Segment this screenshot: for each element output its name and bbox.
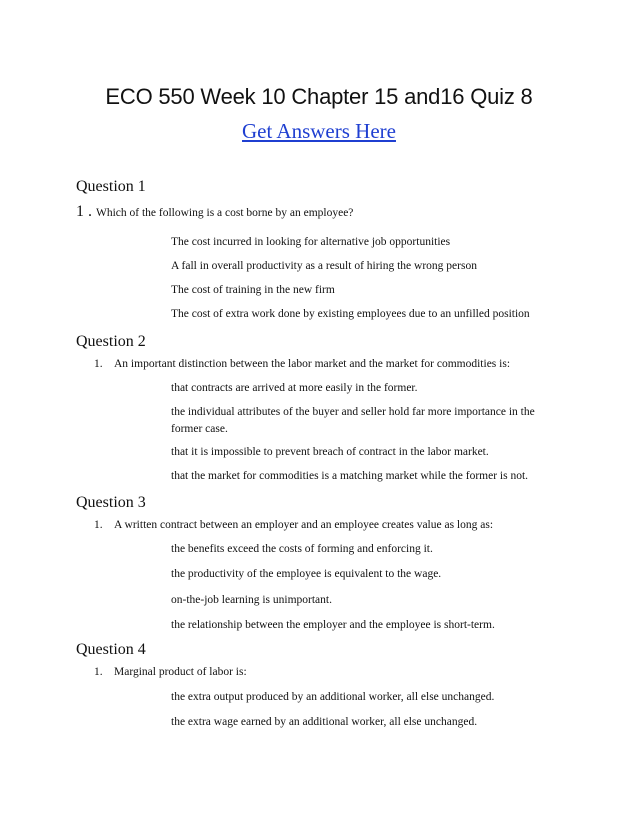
answer-option[interactable]: The cost of extra work done by existing employees due to an unfilled position <box>171 308 530 320</box>
answer-option[interactable]: that it is impossible to prevent breach of contract in the labor market. <box>171 446 489 458</box>
page-title: ECO 550 Week 10 Chapter 15 and16 Quiz 8 <box>105 84 533 109</box>
question-text: Which of the following is a cost borne by an employee? <box>96 207 354 219</box>
question-heading: Question 1 <box>76 178 146 195</box>
question-number: 1 . <box>76 203 92 220</box>
question-number: 1. <box>94 519 103 531</box>
question-text: An important distinction between the labor market and the market for commodities is: <box>114 358 511 370</box>
answer-option[interactable]: on-the-job learning is unimportant. <box>171 594 332 606</box>
answer-option[interactable]: the extra wage earned by an additional worker, all else unchanged. <box>171 716 478 728</box>
answer-option[interactable]: The cost of training in the new firm <box>171 284 335 296</box>
question-text: A written contract between an employer and an employee creates value as long as: <box>114 519 494 531</box>
question-text: Marginal product of labor is: <box>114 666 247 678</box>
answer-option[interactable]: the relationship between the employer and the employee is short-term. <box>171 619 495 631</box>
question-number: 1. <box>94 358 103 370</box>
question-number: 1. <box>94 666 103 678</box>
answer-option[interactable]: the productivity of the employee is equivalent to the wage. <box>171 568 442 580</box>
answer-option[interactable]: The cost incurred in looking for alternative job opportunities <box>171 236 451 248</box>
question-heading: Question 4 <box>76 641 146 658</box>
question-heading: Question 2 <box>76 333 146 350</box>
answer-option[interactable]: the extra output produced by an additional worker, all else unchanged. <box>171 691 495 703</box>
answer-option[interactable]: the benefits exceed the costs of forming and enforcing it. <box>171 543 433 555</box>
question-heading: Question 3 <box>76 494 146 511</box>
answer-option[interactable]: A fall in overall productivity as a result of hiring the wrong person <box>171 260 477 272</box>
answer-option[interactable]: that contracts are arrived at more easily in the former. <box>171 382 418 394</box>
answer-option[interactable]: that the market for commodities is a matching market while the former is not. <box>171 470 529 482</box>
answer-option[interactable]: the individual attributes of the buyer and seller hold far more importance in the former case. <box>171 406 535 435</box>
get-answers-link[interactable]: Get Answers Here <box>242 119 396 143</box>
